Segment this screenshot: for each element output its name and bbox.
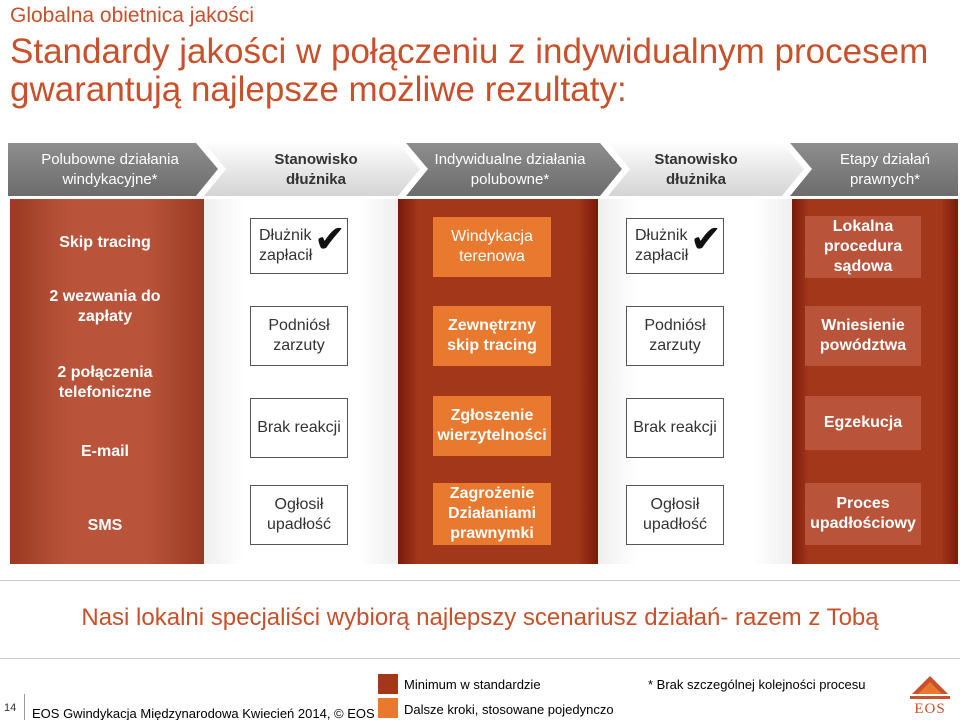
page-number: 14 [4,702,17,714]
response-no-reaction-1: Brak reakcji [250,398,348,458]
tagline: Nasi lokalni specjaliści wybiorą najlepszy scenariusz działań- razem z Tobą [81,604,879,631]
checkmark-icon: ✔ [314,217,346,261]
response-paid-2: Dłużnik zapłacił [626,218,724,274]
minimum-item-phone-calls: 2 połączenia telefoniczne [57,364,153,401]
action-field-collection: Windykacja terenowa [433,217,551,277]
response-bankruptcy-1: Ogłosił upadłość [250,485,348,545]
process-step-1: Polubowne działania windykacyjne* [41,150,179,188]
page-subtitle: Globalna obietnica jakości [10,4,254,27]
eos-logo-icon [904,672,956,702]
action-claim-filing: Zgłoszenie wierzytelności [433,396,551,456]
response-no-reaction-2: Brak reakcji [626,398,724,458]
eos-logo [904,672,956,718]
response-paid-1: Dłużnik zapłacił [250,218,348,274]
legend-label-next: Dalsze kroki, stosowane pojedynczo [404,702,614,717]
legend-label-minimum: Minimum w standardzie [404,677,541,692]
minimum-item-email: E-mail [80,443,129,460]
legend-swatch-next [378,698,398,718]
checkmark-icon: ✔ [690,217,722,261]
eos-logo-text: EOS [914,701,946,717]
divider-bottom [0,658,960,659]
legal-bankruptcy-process: Proces upadłościowy [805,483,921,545]
divider-top [0,580,960,581]
footer-text: EOS Gwindykacja Międzynarodowa Kwiecień 2014, © EOS [32,706,375,720]
minimum-item-reminders: 2 wezwania do zapłaty [49,288,161,325]
process-step-4: Stanowisko dłużnika [654,150,738,188]
process-step-5: Etapy działań prawnych* [839,150,931,188]
legal-local-court-procedure: Lokalna procedura sądowa [805,216,921,278]
legal-enforcement: Egzekucja [805,396,921,450]
minimum-item-sms: SMS [87,517,123,534]
response-objection-1: Podniósł zarzuty [250,306,348,366]
response-objection-2: Podniósł zarzuty [626,306,724,366]
legal-lawsuit-filing: Wniesienie powództwa [805,306,921,366]
legend-swatch-minimum [378,674,398,694]
process-step-2: Stanowisko dłużnika [274,150,358,188]
process-step-3: Indywidualne działania polubowne* [434,150,586,188]
minimum-item-skip-tracing: Skip tracing [59,234,151,251]
action-external-skip-tracing: Zewnętrzny skip tracing [433,306,551,366]
action-legal-threat: Zagrożenie Działaniami prawnymki [433,483,551,545]
footer-divider [24,694,25,720]
process-order-note: * Brak szczególnej kolejności procesu [648,677,866,692]
page-title: Standardy jakości w połączeniu z indywidualnym procesem gwarantują najlepsze możliwe rezultaty: [10,32,929,109]
response-bankruptcy-2: Ogłosił upadłość [626,485,724,545]
